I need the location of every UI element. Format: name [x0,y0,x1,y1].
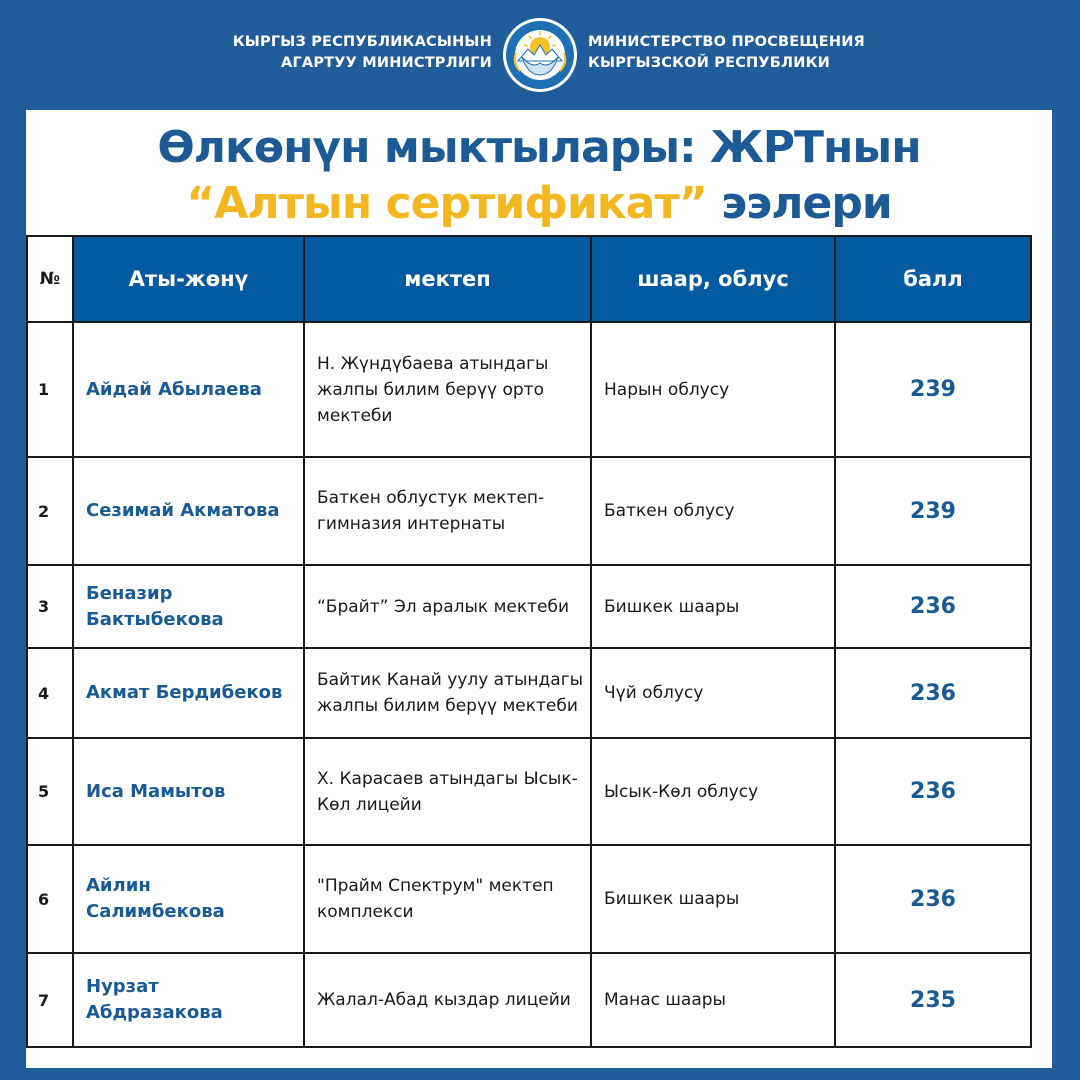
region-name: Нарын облусу [591,322,835,457]
region-name: Баткен облусу [591,457,835,565]
student-name: Иса Мамытов [73,738,304,845]
title-line-2-rest: ээлери [706,178,892,229]
region-name: Манас шаары [591,953,835,1047]
page-title [26,120,1052,232]
score-value: 236 [835,648,1031,738]
region-name: Ысык-Көл облусу [591,738,835,845]
row-number: 6 [27,845,73,953]
score-value: 236 [835,845,1031,953]
score-value: 235 [835,953,1031,1047]
ministry-name-russian-line1: МИНИСТЕРСТВО ПРОСВЕЩЕНИЯ [588,34,865,50]
column-header-number: № [27,236,73,322]
content-card [26,110,1052,1068]
ministry-name-kyrgyz-line2: АГАРТУУ МИНИСТРЛИГИ [281,55,492,71]
table-row [27,565,1031,648]
table-row [27,738,1031,845]
table-row [27,953,1031,1047]
column-header-school: мектеп [304,236,591,322]
region-name: Чүй облусу [591,648,835,738]
table-row [27,845,1031,953]
school-name: Х. Карасаев атындагы Ысык-Көл лицейи [304,738,591,845]
ministry-name-kyrgyz-line1: КЫРГЫЗ РЕСПУБЛИКАСЫНЫН [232,34,492,50]
student-name: Сезимай Акматова [73,457,304,565]
school-name: “Брайт” Эл аралык мектеби [304,565,591,648]
table-row [27,457,1031,565]
title-line-2 [26,176,1052,232]
score-value: 239 [835,457,1031,565]
certificate-holders-table [26,235,1032,1048]
ministry-name-russian-line2: КЫРГЫЗСКОЙ РЕСПУБЛИКИ [588,55,830,71]
row-number: 1 [27,322,73,457]
school-name: Байтик Канай уулу атындагы жалпы билим берүү мектеби [304,648,591,738]
school-name: Баткен облустук мектеп-гимназия интернаты [304,457,591,565]
table-row [27,322,1031,457]
column-header-name: Аты-жөнү [73,236,304,322]
school-name: "Прайм Спектрум" мектеп комплекси [304,845,591,953]
score-value: 236 [835,565,1031,648]
student-name: Айдай Абылаева [73,322,304,457]
column-header-region: шаар, облус [591,236,835,322]
school-name: Н. Жүндүбаева атындагы жалпы билим берүү орто мектеби [304,322,591,457]
table-row [27,648,1031,738]
row-number: 4 [27,648,73,738]
region-name: Бишкек шаары [591,565,835,648]
student-name: Акмат Бердибеков [73,648,304,738]
column-header-score: балл [835,236,1031,322]
score-value: 236 [835,738,1031,845]
table-header-row [27,236,1031,322]
row-number: 7 [27,953,73,1047]
row-number: 2 [27,457,73,565]
header-bar [0,0,1080,108]
row-number: 5 [27,738,73,845]
ministry-name-russian [588,32,865,74]
student-name: Айлин Салимбекова [73,845,304,953]
title-highlight: “Алтын сертификат” [186,178,707,229]
student-name: Нурзат Абдразакова [73,953,304,1047]
school-name: Жалал-Абад кыздар лицейи [304,953,591,1047]
title-line-1: Өлкөнүн мыктылары: ЖРТнын [157,122,921,173]
score-value: 239 [835,322,1031,457]
student-name: Беназир Бактыбекова [73,565,304,648]
region-name: Бишкек шаары [591,845,835,953]
ministry-name-kyrgyz [233,32,492,74]
row-number: 3 [27,565,73,648]
state-emblem-icon [502,17,578,93]
